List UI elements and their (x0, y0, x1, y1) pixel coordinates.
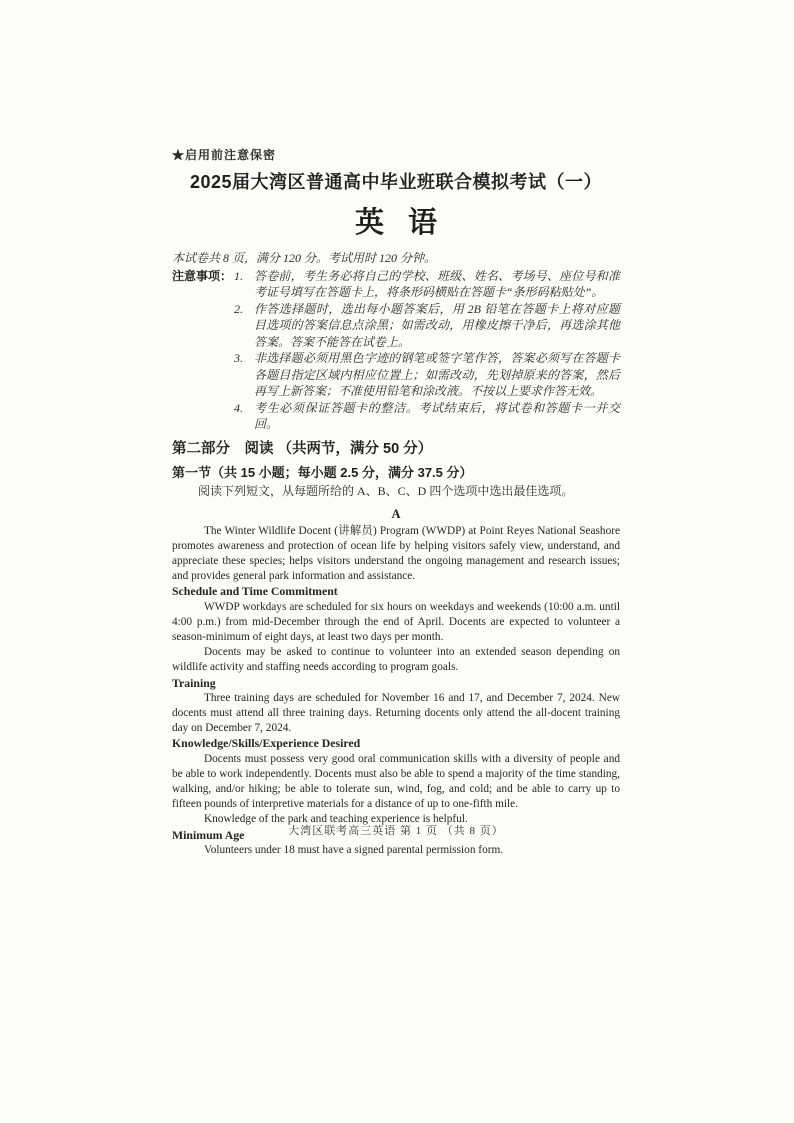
reading-passage-a (172, 524, 620, 858)
passage-paragraph: Volunteers under 18 must have a signed parental permission form. (204, 843, 504, 856)
notice-item (234, 350, 620, 400)
notice-item (234, 400, 620, 433)
notice-items (234, 268, 620, 433)
notice-text: 非选择题必须用黑色字迹的钢笔或签字笔作答，答案必须写在答题卡各题目指定区域内相应位置上；如需改动，先划掉原来的答案，然后再写上新答案；不准使用铅笔和涂改液。不按以上要求作答无效。 (254, 351, 620, 398)
passage-section-heading: Training (172, 675, 216, 690)
part-two-heading: 第二部分 阅读 （共两节，满分 50 分） (172, 440, 433, 457)
subject-char-1: 英 (354, 207, 384, 239)
notice-item (234, 268, 620, 301)
passage-section-heading: Minimum Age (172, 827, 245, 842)
passage-paragraph: Docents may be asked to continue to volunteer into an extended season depending on wildlife activity and staffing needs according to program goals. (172, 646, 620, 674)
passage-intro: The Winter Wildlife Docent (讲解员) Program (WWDP) at Point Reyes National Seashore promotes awareness and protection of ocean life by helping visitors safely view, understand, and appreciate these species; helps visitors understand the ongoing management and research issues; and provides general park information and assistance. (172, 524, 620, 583)
notice-text: 答卷前，考生务必将自己的学校、班级、姓名、考场号、座位号和准考证号填写在答题卡上，将条形码横贴在答题卡“条形码粘贴处”。 (254, 268, 620, 299)
notice-number: 1. (234, 268, 243, 283)
security-notice: ★启用前注意保密 (172, 148, 277, 162)
subject-char-2: 语 (408, 207, 438, 239)
passage-paragraph: WWDP workdays are scheduled for six hours on weekdays and weekends (10:00 a.m. until 4:00 p.m.) from mid-December through the end of April. Docents are expected to volunteer a season-minimum of eight days, at least two days per month. (172, 600, 620, 643)
subject-title (172, 200, 620, 241)
passage-paragraph: Three training days are scheduled for November 16 and 17, and December 7, 2024. New docents must attend all three training days. Returning docents only attend the all-docent training day on December 7, 2024. (172, 691, 620, 735)
passage-a-label: A (391, 506, 401, 521)
page-content (172, 146, 620, 858)
notice-number: 4. (234, 400, 243, 415)
exam-title: 2025届大湾区普通高中毕业班联合模拟考试（一） (189, 172, 603, 192)
notice-item (234, 301, 620, 351)
notice-text: 作答选择题时，选出每小题答案后，用 2B 铅笔在答题卡上将对应题目选项的答案信息点涂黑；如需改动，用橡皮擦干净后，再选涂其他答案。答案不能答在试卷上。 (254, 301, 620, 349)
section-one-heading: 第一节（共 15 小题；每小题 2.5 分，满分 37.5 分） (172, 464, 473, 480)
paper-info: 本试卷共 8 页，满分 120 分。考试用时 120 分钟。 (172, 251, 437, 265)
page-footer: 大湾区联考高三英语 第 1 页 （共 8 页） (288, 825, 504, 837)
passage-section-heading: Knowledge/Skills/Experience Desired (172, 736, 361, 751)
passage-paragraph: Knowledge of the park and teaching experience is helpful. (204, 813, 468, 826)
notice-text: 考生必须保证答题卡的整洁。考试结束后，将试卷和答题卡一并交回。 (254, 400, 620, 431)
passage-section-heading: Schedule and Time Commitment (172, 584, 338, 599)
passage-paragraph: Docents must possess very good oral communication skills with a diversity of people and be able to work independently. Docents must also be able to spend a majority of the time standing, walking, and/or hiking; be able to tolerate sun, wind, fog, and cold; and be able to carry up to fifteen pounds of interpretive materials for a distance of up to one-fifth mile. (172, 752, 620, 811)
section-instruction: 阅读下列短文，从每题所给的 A、B、C、D 四个选项中选出最佳选项。 (198, 483, 574, 498)
exam-notices (172, 268, 620, 433)
notice-number: 2. (234, 301, 243, 316)
notices-label: 注意事项： (172, 268, 233, 283)
notice-number: 3. (234, 351, 243, 365)
